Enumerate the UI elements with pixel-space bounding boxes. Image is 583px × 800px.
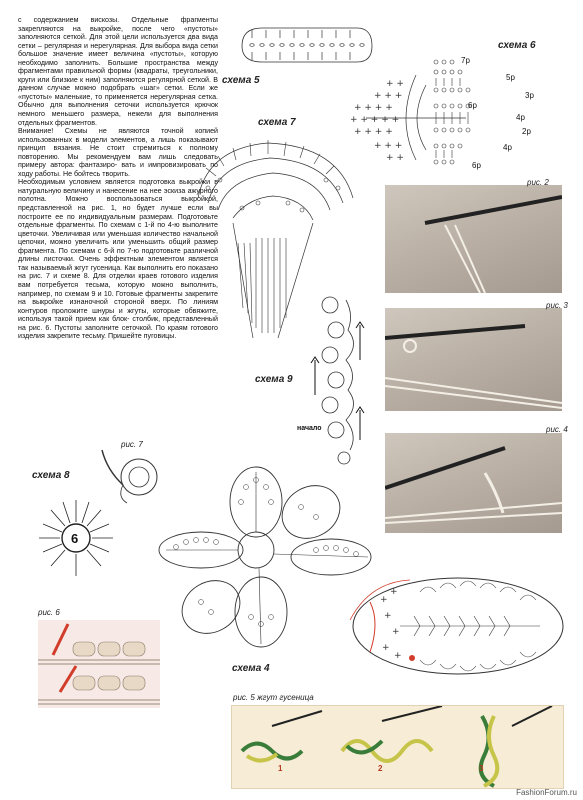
- schema-6-mark-6p: 6р: [468, 101, 477, 110]
- watermark: FashionForum.ru: [516, 788, 577, 797]
- schema-6-mark-4p-lower: 4р: [503, 143, 512, 152]
- svg-text:+ + + +: + + + +: [354, 127, 393, 137]
- svg-text:+: +: [392, 627, 400, 637]
- schema-6-mark-4p: 4р: [516, 113, 525, 122]
- article-paragraph-3: Необходимым условием является подготовка выкройки в натуральную величину и нанесение на нее эскиза ажурного полотна. Можно воспользоваться выкройкой, представленной на рис. 1, но будет лучше если вы построите ее по индивидуальным размерам. Подготовьте отдельные фрагменты. По схемам с 1-й по 4-ю выполните цветочки. Увеличивая или уменьшая количество начальной цепочки, можно увеличить или уменьшить общий размер фрагмента. По схемам с 6-й по 7-ю подготовьте различной длины листочки. Очень эффектным элементом является так называемый жгут гусеница. Как выполнить его показано на рис. 7 и схеме 8. Для отделки краев готового изделия вам потребуется тесьма, которую можно выполнить, например, по схемам 9 и 10. Готовые фрагменты закрепите на выкройке изнаночной стороной вверх. По линиям контуров проложите шнуры и жгуты, которые обвяжите, используя такой прием как блок- столбик, представленный на рис. 6. Пустоты заполните сеточкой. По краям готового изделия закрепите тесьму. Пришейте пуговицы.: [18, 178, 218, 341]
- svg-text:+: +: [390, 587, 398, 597]
- svg-text:+: +: [380, 595, 388, 605]
- fig-5-step-1: 1: [278, 764, 283, 773]
- schema-4-label: схема 4: [232, 663, 270, 674]
- fig-5-label: рис. 5 жгут гусеница: [233, 693, 314, 702]
- fig-7-label: рис. 7: [121, 440, 143, 449]
- fig-6-illustration: [38, 620, 160, 708]
- schema-6-mark-2p: 2р: [522, 127, 531, 136]
- svg-text:+: +: [384, 611, 392, 621]
- start-label: начало: [297, 425, 322, 432]
- fig-4-photo: [385, 433, 562, 533]
- svg-text:+ +: + +: [386, 153, 404, 163]
- svg-text:+ + + + +: + + + + +: [350, 115, 400, 125]
- schema-9-diagram: [300, 290, 390, 480]
- svg-text:+ + +: + + +: [374, 141, 403, 151]
- fig-2-label: рис. 2: [527, 178, 549, 187]
- schema-6-mark-7p: 7р: [461, 56, 470, 65]
- svg-text:+ + +: + + +: [374, 91, 403, 101]
- leaf-oval-diagram: [340, 572, 568, 680]
- schema-7-label: схема 7: [258, 117, 296, 128]
- fig-3-photo: [385, 308, 562, 411]
- schema-5-label: схема 5: [222, 75, 260, 86]
- schema-8-number: 6: [71, 531, 79, 546]
- fig-6-label: рис. 6: [38, 608, 60, 617]
- schema-6-mark-3p: 3р: [525, 91, 534, 100]
- article-paragraph-1: с содержанием вискозы. Отдельные фрагменты закрепляются на выкройке, после чего «пустоты» заполняются сеткой. Для этой цели используется два вида сетки – регулярная и нерегулярная. Для выбора вида сетки большое значение имеет величина «пустоты», которую необходимо заполнить. Большие пространства между фрагментами правильной формы (квадраты, треугольники, круги или близкие к ним) заполняются регулярной сеткой. В данном случае можно подобрать «шаг» сетки. Если же «пустоты» маленькие, то применяется нерегулярная сетка. Обычно для выполнения сеточки используется крючок немного меньшего размера, нежели для выполнения отдельных фрагментов.: [18, 16, 218, 127]
- fig-3-label: рис. 3: [546, 301, 568, 310]
- fig-5-step-2: 2: [378, 764, 383, 773]
- fig-2-photo: [385, 185, 562, 293]
- article-paragraph-2: Внимание! Схемы не являются точной копией использованных в модели элементов, а лишь показывают принцип вязания. Не стоит стремиться к полному повторению. Мы рекомендуем вам лишь следовать примеру автора: фантазиро- вать и импровизировать по ходу работы. Не бойтесь творить.: [18, 127, 218, 178]
- schema-8-label: схема 8: [32, 470, 70, 481]
- schema-6-label: схема 6: [498, 40, 536, 51]
- schema-9-label: схема 9: [255, 374, 293, 385]
- fig-5-illustration: [231, 705, 564, 789]
- fig-5-step-3: 3: [479, 764, 484, 773]
- svg-text:+ + + +: + + + +: [354, 103, 393, 113]
- schema-6-mark-5p: 5р: [506, 73, 515, 82]
- svg-text:+: +: [382, 643, 390, 653]
- fig-4-label: рис. 4: [546, 425, 568, 434]
- schema-6-mark-6p-lower: 6р: [472, 161, 481, 170]
- svg-text:+: +: [394, 651, 402, 661]
- svg-text:+ +: + +: [386, 79, 404, 89]
